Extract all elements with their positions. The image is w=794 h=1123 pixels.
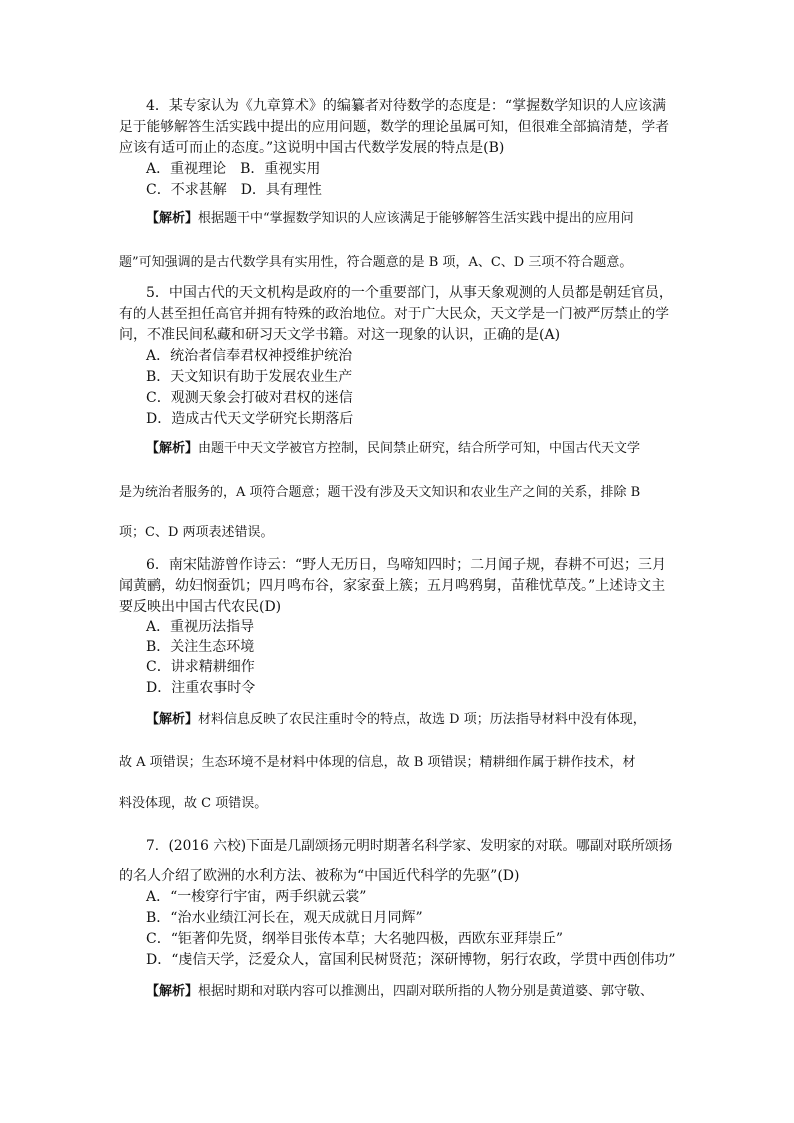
q6-stem-line-2: 闻黄鹂，幼妇悯蚕饥；四月鸣布谷，家家蚕上簇；五月鸣鸦舅，苗稚忧草茂。”上述诗文主 (119, 578, 666, 594)
q6-option-a: A．重视历法指导 (146, 619, 255, 635)
q4-options-row-1: A．重视理论 B．重视实用 (146, 161, 321, 177)
q7-option-d: D．“虔信天学，泛爱众人，富国利民树贤范；深研博物，躬行农政，学贯中西创伟功” (146, 952, 676, 968)
q7-option-b: B．“治水业绩江河长在，观天成就日月同辉” (146, 910, 423, 926)
q5-option-c: C．观测天象会打破对君权的迷信 (146, 390, 353, 406)
q7-analysis-line-1 (146, 982, 653, 1002)
q4-analysis-line-1 (146, 209, 634, 229)
q7-stem-line-1: 7．(2016 六校)下面是几副颂扬元明时期著名科学家、发明家的对联。哪副对联所颂扬 (146, 838, 673, 854)
q6-analysis-text-1: 材料信息反映了农民注重时令的特点，故选 D 项；历法指导材料中没有体现， (198, 712, 646, 727)
q6-option-c: C．讲求精耕细作 (146, 659, 255, 675)
q5-stem-line-1: 5．中国古代的天文机构是政府的一个重要部门，从事天象观测的人员都是朝廷官员， (146, 285, 673, 301)
q4-analysis-line-2: 题”可知强调的是古代数学具有实用性，符合题意的是 B 项，A、C、D 三项不符合题意。 (119, 255, 633, 270)
q6-analysis-line-1 (146, 710, 646, 730)
q6-analysis-line-3: 料没体现，故 C 项错误。 (119, 796, 268, 811)
q4-stem-line-1: 4．某专家认为《九章算术》的编纂者对待数学的态度是：“掌握数学知识的人应该满 (146, 98, 667, 114)
q5-analysis-text-1: 由题干中天文学被官方控制，民间禁止研究，结合所学可知，中国古代天文学 (198, 441, 641, 456)
q4-stem-line-2: 足于能够解答生活实践中提出的应用问题，数学的理论虽属可知，但很难全部搞清楚，学者 (119, 119, 670, 135)
q5-analysis-line-1 (146, 439, 640, 459)
q6-option-d: D．注重农事时令 (146, 680, 256, 696)
q7-stem-line-2: 的名人介绍了欧洲的水利方法、被称为“中国近代科学的先驱”(D) (119, 868, 520, 884)
q4-options-row-2: C．不求甚解 D．具有理性 (146, 182, 322, 198)
q7-option-a: A．“一梭穿行宇宙，两手织就云裳” (146, 889, 367, 905)
q5-option-a: A．统治者信奉君权神授维护统治 (146, 348, 353, 364)
q6-option-b: B．关注生态环境 (146, 639, 255, 655)
q6-analysis-line-2: 故 A 项错误；生态环境不是材料中体现的信息，故 B 项错误；精耕细作属于耕作技术，材 (119, 755, 636, 770)
analysis-tag: 【解析】 (146, 984, 199, 999)
q5-option-d: D．造成古代天文学研究长期落后 (146, 411, 354, 427)
analysis-tag: 【解析】 (146, 441, 199, 456)
q6-stem-line-1: 6．南宋陆游曾作诗云：“野人无历日，鸟啼知四时；二月闻子规，春耕不可迟；三月 (146, 557, 667, 573)
q7-analysis-text-1: 根据时期和对联内容可以推测出，四副对联所指的人物分别是黄道婆、郭守敬、 (198, 984, 654, 999)
analysis-tag: 【解析】 (146, 712, 199, 727)
q5-analysis-line-3: 项；C、D 两项表述错误。 (119, 525, 274, 540)
q4-analysis-text-1: 根据题干中“掌握数学知识的人应该满足于能够解答生活实践中提出的应用问 (198, 211, 634, 226)
q5-stem-line-3: 问，不准民间私藏和研习天文学书籍。对这一现象的认识，正确的是(A) (119, 327, 561, 343)
q5-option-b: B．天文知识有助于发展农业生产 (146, 369, 353, 385)
q6-stem-line-3: 要反映出中国古代农民(D) (119, 599, 282, 615)
q7-option-c: C．“钜著仰先贤，纲举目张传本草；大名驰四极，西欧东亚拜崇丘” (146, 931, 564, 947)
q5-stem-line-2: 有的人甚至担任高官并拥有特殊的政治地位。对于广大民众，天文学是一门被严厉禁止的学 (119, 306, 670, 322)
q4-stem-line-3: 应该有适可而止的态度。”这说明中国古代数学发展的特点是(B) (119, 140, 505, 156)
analysis-tag: 【解析】 (146, 211, 199, 226)
q5-analysis-line-2: 是为统治者服务的，A 项符合题意；题干没有涉及天文知识和农业生产之间的关系，排除 B (119, 485, 641, 500)
